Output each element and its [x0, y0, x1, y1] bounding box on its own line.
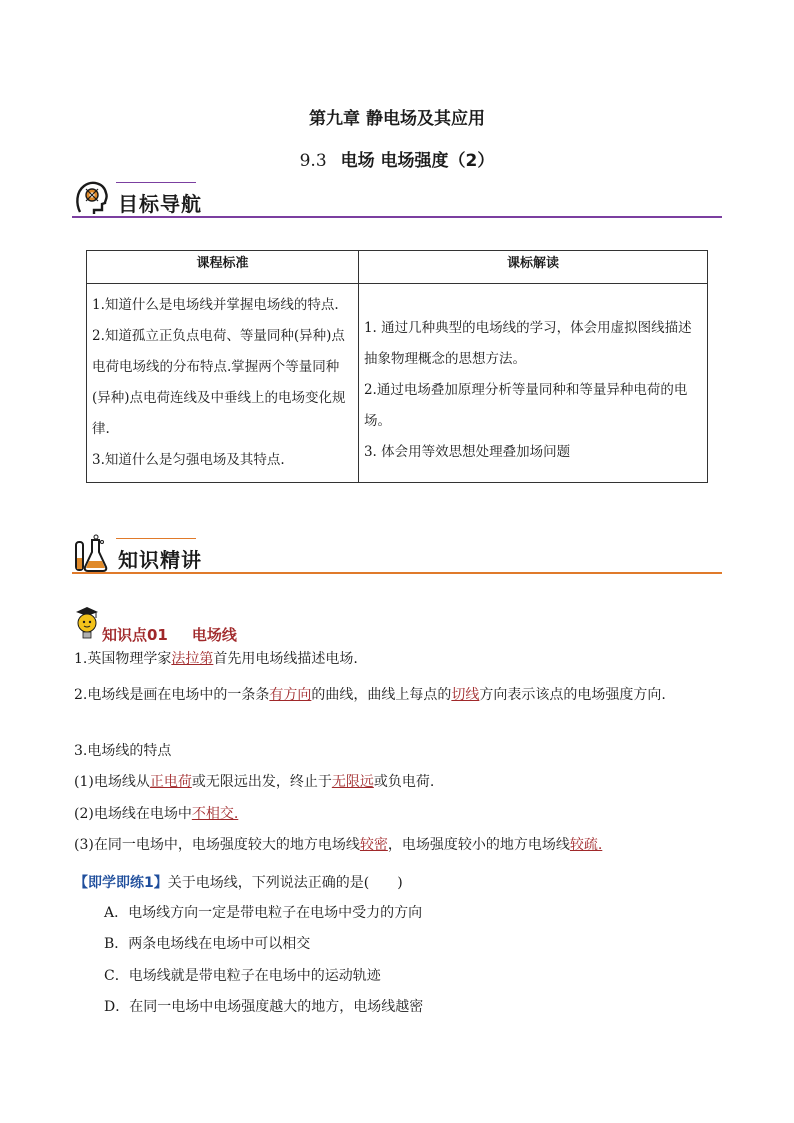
- interpretation-item-2: 2.通过电场叠加原理分析等量同种和等量异种电荷的电场。: [363, 381, 688, 429]
- underlined-term: 法拉第: [171, 651, 214, 667]
- head-gear-icon: [72, 178, 112, 218]
- text: 或无限远出发，终止于: [191, 774, 332, 790]
- option-d: D．在同一电场中电场强度越大的地方，电场线越密: [104, 999, 424, 1015]
- option-b: B．两条电场线在电场中可以相交: [104, 936, 311, 952]
- text: (1)电场线从: [74, 774, 150, 790]
- goal-navigation-title: 目标导航: [118, 192, 202, 216]
- interpretation-item-3: 3. 体会用等效思想处理叠加场问题: [363, 443, 571, 460]
- underlined-term: 有方向: [269, 687, 312, 703]
- text: (2)电场线在电场中: [74, 806, 192, 822]
- underlined-term: 较密: [359, 837, 388, 853]
- text: 首先用电场线描述电场.: [213, 651, 358, 667]
- knowledge-point-label: 知识点01: [102, 626, 168, 644]
- practice-question-text: 关于电场线，下列说法正确的是( ): [167, 875, 403, 891]
- text: 方向表示该点的电场强度方向.: [479, 687, 666, 703]
- underlined-term: 不相交.: [191, 806, 239, 822]
- text: 或负电荷.: [373, 774, 435, 790]
- curriculum-table: [86, 250, 708, 483]
- flask-icon: [72, 534, 112, 574]
- section-number: 9.3: [299, 151, 327, 171]
- chapter-title: 第九章 静电场及其应用: [309, 109, 485, 129]
- text: ，电场强度较小的地方电场线: [387, 837, 570, 853]
- paragraph-5: [74, 804, 724, 824]
- practice-question: [74, 872, 403, 892]
- paragraph-3: 3.电场线的特点: [74, 743, 172, 759]
- table-header-interpretation: 课标解读: [358, 251, 707, 284]
- option-a: A．电场线方向一定是带电粒子在电场中受力的方向: [104, 905, 423, 921]
- practice-tag: 【即学即练1】: [74, 875, 168, 891]
- paragraph-4: [74, 772, 724, 792]
- text: 的曲线，曲线上每点的: [311, 687, 452, 703]
- underlined-term: 正电荷: [149, 774, 192, 790]
- section-title: [0, 146, 794, 171]
- text: 2.电场线是画在电场中的一条条: [74, 687, 270, 703]
- standard-item-2: 2.知道孤立正负点电荷、等量同种(异种)点电荷电场线的分布特点.掌握两个等量同种(异种)点电荷连线及中垂线上的电场变化规律.: [92, 328, 346, 437]
- standard-cell: [87, 284, 359, 483]
- table-header-row: [87, 251, 708, 284]
- table-row: [87, 284, 708, 483]
- section-name: 电场 电场强度（2）: [340, 151, 495, 171]
- header-top-line: [116, 538, 196, 539]
- header-rule: [72, 572, 722, 574]
- standard-item-3: 3.知道什么是匀强电场及其特点.: [92, 452, 285, 468]
- underlined-term: 切线: [451, 687, 480, 703]
- knowledge-point-name: 电场线: [191, 626, 237, 644]
- underlined-term: 较疏.: [569, 837, 603, 853]
- lightbulb-graduate-icon: [72, 604, 102, 642]
- paragraph-1: [74, 649, 724, 669]
- header-rule: [72, 216, 722, 218]
- interpretation-item-1: 1. 通过几种典型的电场线的学习，体会用虚拟图线描述抽象物理概念的思想方法。: [363, 319, 692, 367]
- interpretation-cell: [358, 284, 707, 483]
- paragraph-2: [74, 680, 724, 710]
- text: (3)在同一电场中，电场强度较大的地方电场线: [74, 837, 360, 853]
- underlined-term: 无限远: [331, 774, 374, 790]
- knowledge-title: 知识精讲: [118, 548, 202, 572]
- standard-item-1: 1.知道什么是电场线并掌握电场线的特点.: [92, 297, 339, 313]
- header-top-line: [116, 182, 196, 183]
- paragraph-6: [74, 835, 724, 855]
- knowledge-header: [72, 534, 722, 576]
- text: 1.英国物理学家: [74, 651, 172, 667]
- knowledge-point-title: [102, 624, 237, 645]
- goal-navigation-header: [72, 178, 722, 220]
- option-c: C．电场线就是带电粒子在电场中的运动轨迹: [104, 968, 381, 984]
- table-header-standard: 课程标准: [87, 251, 359, 284]
